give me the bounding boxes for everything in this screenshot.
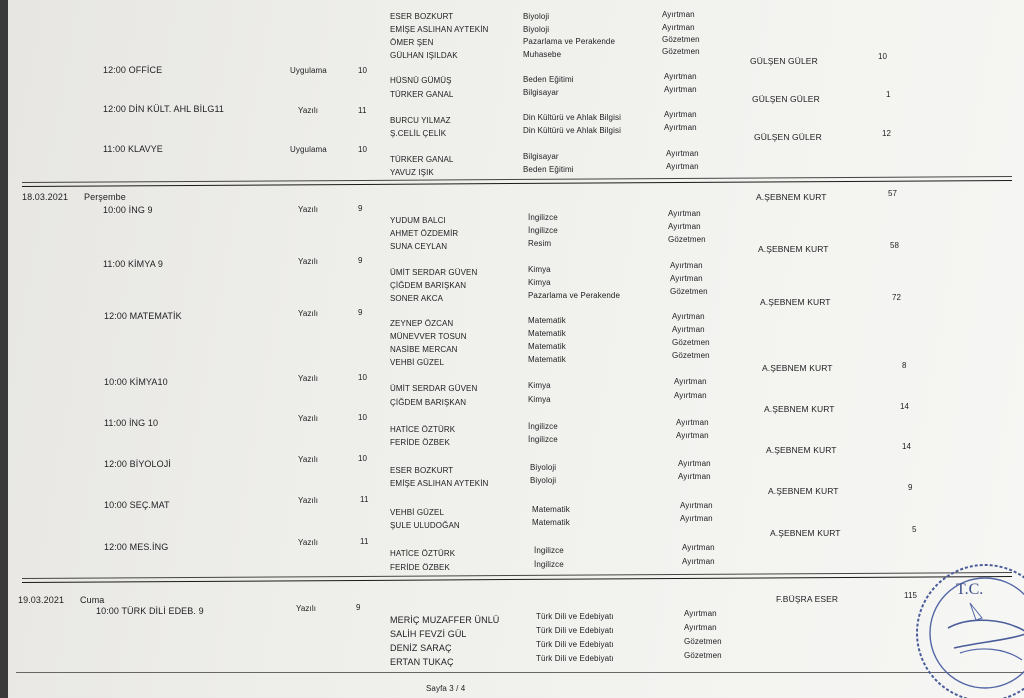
- exam-time-course: 10:00 SEÇ.MAT: [104, 500, 170, 510]
- exam-type: Uygulama: [290, 66, 327, 75]
- exam-count: 5: [912, 525, 917, 534]
- exam-count: 9: [908, 483, 913, 492]
- staff-name: GÜLHAN IŞILDAK: [390, 51, 458, 60]
- exam-coordinator: GÜLŞEN GÜLER: [750, 56, 818, 66]
- exam-grade: 9: [358, 204, 363, 213]
- exam-type: Yazılı: [298, 205, 319, 214]
- staff-subject: İngilizce: [534, 560, 564, 569]
- staff-name: ZEYNEP ÖZCAN: [390, 319, 454, 328]
- footer-divider: [16, 672, 1024, 673]
- section-divider: [22, 572, 1012, 579]
- staff-name: MÜNEVVER TOSUN: [390, 332, 467, 341]
- staff-role: Ayırtman: [664, 72, 697, 81]
- staff-subject: İngilizce: [528, 422, 558, 431]
- exam-type: Uygulama: [290, 145, 327, 154]
- staff-role: Gözetmen: [668, 235, 706, 244]
- staff-subject: Türk Dili ve Edebiyatı: [536, 612, 614, 621]
- staff-subject: Biyoloji: [530, 463, 557, 472]
- staff-role: Ayırtman: [672, 325, 705, 334]
- exam-time-course: 12:00 OFFİCE: [103, 65, 163, 75]
- exam-grade: 9: [356, 603, 361, 612]
- staff-name: TÜRKER GANAL: [390, 155, 454, 164]
- staff-subject: Pazarlama ve Perakende: [528, 291, 621, 300]
- staff-role: Ayırtman: [664, 85, 697, 94]
- staff-role: Ayırtman: [680, 514, 713, 523]
- exam-time-course: 10:00 TÜRK DİLİ EDEB. 9: [96, 606, 204, 616]
- staff-subject: Türk Dili ve Edebiyatı: [536, 640, 614, 649]
- exam-grade: 10: [358, 145, 368, 154]
- staff-subject: Türk Dili ve Edebiyatı: [536, 654, 614, 663]
- staff-role: Ayırtman: [670, 261, 703, 270]
- staff-name: SUNA CEYLAN: [390, 242, 448, 251]
- staff-subject: Resim: [528, 239, 552, 248]
- staff-subject: Kimya: [528, 381, 551, 390]
- exam-time-course: 11:00 KİMYA 9: [103, 259, 164, 269]
- exam-time-course: 10:00 KİMYA10: [104, 377, 168, 387]
- staff-name: ERTAN TUKAÇ: [390, 657, 454, 667]
- staff-role: Ayırtman: [678, 472, 711, 481]
- exam-time-course: 11:00 KLAVYE: [103, 144, 163, 154]
- staff-role: Ayırtman: [666, 162, 699, 171]
- staff-role: Gözetmen: [662, 35, 700, 44]
- staff-name: ESER BOZKURT: [390, 466, 454, 475]
- staff-role: Gözetmen: [662, 47, 700, 56]
- exam-time-course: 10:00 İNG 9: [103, 205, 153, 215]
- staff-name: EMİŞE ASLIHAN AYTEKİN: [390, 479, 489, 488]
- exam-count: 10: [878, 52, 888, 61]
- exam-type: Yazılı: [298, 106, 319, 115]
- exam-grade: 10: [358, 66, 368, 75]
- staff-name: ÜMİT SERDAR GÜVEN: [390, 384, 478, 393]
- staff-subject: Matematik: [528, 329, 566, 338]
- staff-subject: Beden Eğitimi: [523, 165, 574, 174]
- exam-count: 58: [890, 241, 900, 250]
- exam-coordinator: A.ŞEBNEM KURT: [770, 528, 841, 538]
- staff-role: Ayırtman: [674, 391, 707, 400]
- exam-time-course: 11:00 İNG 10: [104, 418, 159, 428]
- staff-role: Ayırtman: [678, 459, 711, 468]
- staff-name: HATİCE ÖZTÜRK: [390, 549, 456, 558]
- staff-name: HATİCE ÖZTÜRK: [390, 425, 456, 434]
- exam-grade: 10: [358, 454, 368, 463]
- staff-subject: Biyoloji: [523, 12, 550, 21]
- staff-name: BURCU YILMAZ: [390, 116, 451, 125]
- staff-name: SONER AKCA: [390, 294, 444, 303]
- staff-name: Ş.CELİL ÇELİK: [390, 129, 447, 138]
- staff-name: HÜSNÜ GÜMÜŞ: [390, 76, 452, 85]
- exam-coordinator: A.ŞEBNEM KURT: [766, 445, 837, 455]
- staff-name: YUDUM BALCI: [390, 216, 446, 225]
- exam-type: Yazılı: [298, 414, 319, 423]
- exam-type: Yazılı: [298, 309, 319, 318]
- staff-role: Ayırtman: [670, 274, 703, 283]
- staff-role: Ayırtman: [662, 10, 695, 19]
- staff-role: Ayırtman: [666, 149, 699, 158]
- staff-name: ŞULE ULUDOĞAN: [390, 521, 460, 530]
- staff-subject: Bilgisayar: [523, 152, 559, 161]
- exam-grade: 9: [358, 256, 363, 265]
- exam-count: 12: [882, 129, 892, 138]
- exam-type: Yazılı: [298, 257, 319, 266]
- staff-name: YAVUZ IŞIK: [390, 168, 434, 177]
- staff-name: AHMET ÖZDEMİR: [390, 229, 459, 238]
- staff-role: Ayırtman: [664, 110, 697, 119]
- staff-role: Ayırtman: [682, 557, 715, 566]
- exam-type: Yazılı: [298, 496, 319, 505]
- staff-role: Ayırtman: [680, 501, 713, 510]
- staff-name: FERİDE ÖZBEK: [390, 563, 450, 572]
- exam-grade: 11: [358, 106, 367, 115]
- staff-role: Gözetmen: [684, 637, 722, 646]
- exam-count: 8: [902, 361, 907, 370]
- staff-subject: Muhasebe: [523, 50, 562, 59]
- exam-coordinator: A.ŞEBNEM KURT: [760, 297, 831, 307]
- exam-type: Yazılı: [298, 538, 319, 547]
- staff-subject: Türk Dili ve Edebiyatı: [536, 626, 614, 635]
- staff-name: TÜRKER GANAL: [390, 90, 454, 99]
- staff-name: ÜMİT SERDAR GÜVEN: [390, 268, 478, 277]
- day-name: Cuma: [80, 595, 105, 605]
- staff-subject: Din Kültürü ve Ahlak Bilgisi: [523, 113, 621, 122]
- staff-subject: Kimya: [528, 265, 551, 274]
- exam-count: 14: [900, 402, 910, 411]
- staff-name: NASİBE MERCAN: [390, 345, 458, 354]
- staff-role: Ayırtman: [668, 222, 701, 231]
- staff-name: FERİDE ÖZBEK: [390, 438, 450, 447]
- staff-name: EMİŞE ASLIHAN AYTEKİN: [390, 25, 489, 34]
- exam-count: 1: [886, 90, 891, 99]
- staff-subject: Din Kültürü ve Ahlak Bilgisi: [523, 126, 621, 135]
- exam-coordinator: A.ŞEBNEM KURT: [758, 244, 829, 254]
- staff-role: Ayırtman: [684, 609, 717, 618]
- staff-name: ÇİĞDEM BARIŞKAN: [390, 398, 467, 407]
- staff-name: VEHBİ GÜZEL: [390, 508, 445, 517]
- staff-subject: Matematik: [528, 355, 566, 364]
- exam-count: 72: [892, 293, 902, 302]
- staff-role: Ayırtman: [674, 377, 707, 386]
- staff-role: Ayırtman: [682, 543, 715, 552]
- exam-count: 57: [888, 189, 898, 198]
- staff-subject: Matematik: [528, 342, 566, 351]
- staff-subject: Matematik: [532, 518, 570, 527]
- staff-subject: İngilizce: [528, 213, 558, 222]
- exam-grade: 10: [358, 413, 368, 422]
- exam-grade: 10: [358, 373, 368, 382]
- staff-subject: İngilizce: [534, 546, 564, 555]
- staff-name: ESER BOZKURT: [390, 12, 454, 21]
- exam-type: Yazılı: [296, 604, 317, 613]
- staff-subject: İngilizce: [528, 226, 558, 235]
- exam-coordinator: A.ŞEBNEM KURT: [764, 404, 835, 414]
- exam-type: Yazılı: [298, 455, 319, 464]
- staff-role: Gözetmen: [672, 351, 710, 360]
- stamp-seal-icon: [910, 558, 1024, 698]
- staff-subject: Biyoloji: [530, 476, 557, 485]
- exam-count: 115: [904, 591, 918, 600]
- staff-subject: Matematik: [528, 316, 566, 325]
- exam-count: 14: [902, 442, 912, 451]
- exam-grade: 11: [360, 495, 369, 504]
- staff-role: Ayırtman: [662, 23, 695, 32]
- exam-coordinator: A.ŞEBNEM KURT: [756, 192, 827, 202]
- staff-subject: Kimya: [528, 395, 551, 404]
- staff-role: Gözetmen: [670, 287, 708, 296]
- exam-coordinator: GÜLŞEN GÜLER: [752, 94, 820, 104]
- staff-role: Ayırtman: [668, 209, 701, 218]
- exam-coordinator: F.BÜŞRA ESER: [776, 594, 839, 604]
- staff-name: ÖMER ŞEN: [390, 38, 434, 47]
- exam-time-course: 12:00 DİN KÜLT. AHL BİLG11: [103, 104, 224, 114]
- exam-coordinator: A.ŞEBNEM KURT: [762, 363, 833, 373]
- staff-name: VEHBİ GÜZEL: [390, 358, 445, 367]
- exam-type: Yazılı: [298, 374, 319, 383]
- section-divider: [22, 176, 1012, 183]
- staff-subject: İngilizce: [528, 435, 558, 444]
- staff-subject: Pazarlama ve Perakende: [523, 37, 616, 46]
- exam-time-course: 12:00 MES.İNG: [104, 542, 169, 552]
- staff-subject: Biyoloji: [523, 25, 550, 34]
- staff-role: Ayırtman: [664, 123, 697, 132]
- exam-grade: 11: [360, 537, 369, 546]
- exam-coordinator: GÜLŞEN GÜLER: [754, 132, 822, 142]
- staff-name: DENİZ SARAÇ: [390, 643, 452, 653]
- staff-name: ÇİĞDEM BARIŞKAN: [390, 281, 467, 290]
- staff-role: Ayırtman: [676, 418, 709, 427]
- staff-subject: Kimya: [528, 278, 551, 287]
- document-page: [8, 0, 1024, 698]
- day-date: 19.03.2021: [18, 595, 65, 605]
- page-number: Sayfa 3 / 4: [426, 684, 466, 693]
- staff-role: Ayırtman: [676, 431, 709, 440]
- day-name: Perşembe: [84, 192, 126, 202]
- official-stamp: [910, 558, 1024, 698]
- exam-time-course: 12:00 MATEMATİK: [104, 311, 182, 321]
- stamp-text: T.C.: [956, 581, 984, 598]
- day-date: 18.03.2021: [22, 192, 69, 202]
- staff-subject: Beden Eğitimi: [523, 75, 574, 84]
- staff-role: Ayırtman: [672, 312, 705, 321]
- staff-role: Gözetmen: [684, 651, 722, 660]
- staff-role: Gözetmen: [672, 338, 710, 347]
- staff-name: SALİH FEVZİ GÜL: [390, 629, 467, 639]
- exam-time-course: 12:00 BİYOLOJİ: [104, 459, 171, 469]
- exam-coordinator: A.ŞEBNEM KURT: [768, 486, 839, 496]
- exam-grade: 9: [358, 308, 363, 317]
- staff-role: Ayırtman: [684, 623, 717, 632]
- staff-name: MERİÇ MUZAFFER ÜNLÜ: [390, 615, 500, 625]
- staff-subject: Matematik: [532, 505, 570, 514]
- staff-subject: Bilgisayar: [523, 88, 559, 97]
